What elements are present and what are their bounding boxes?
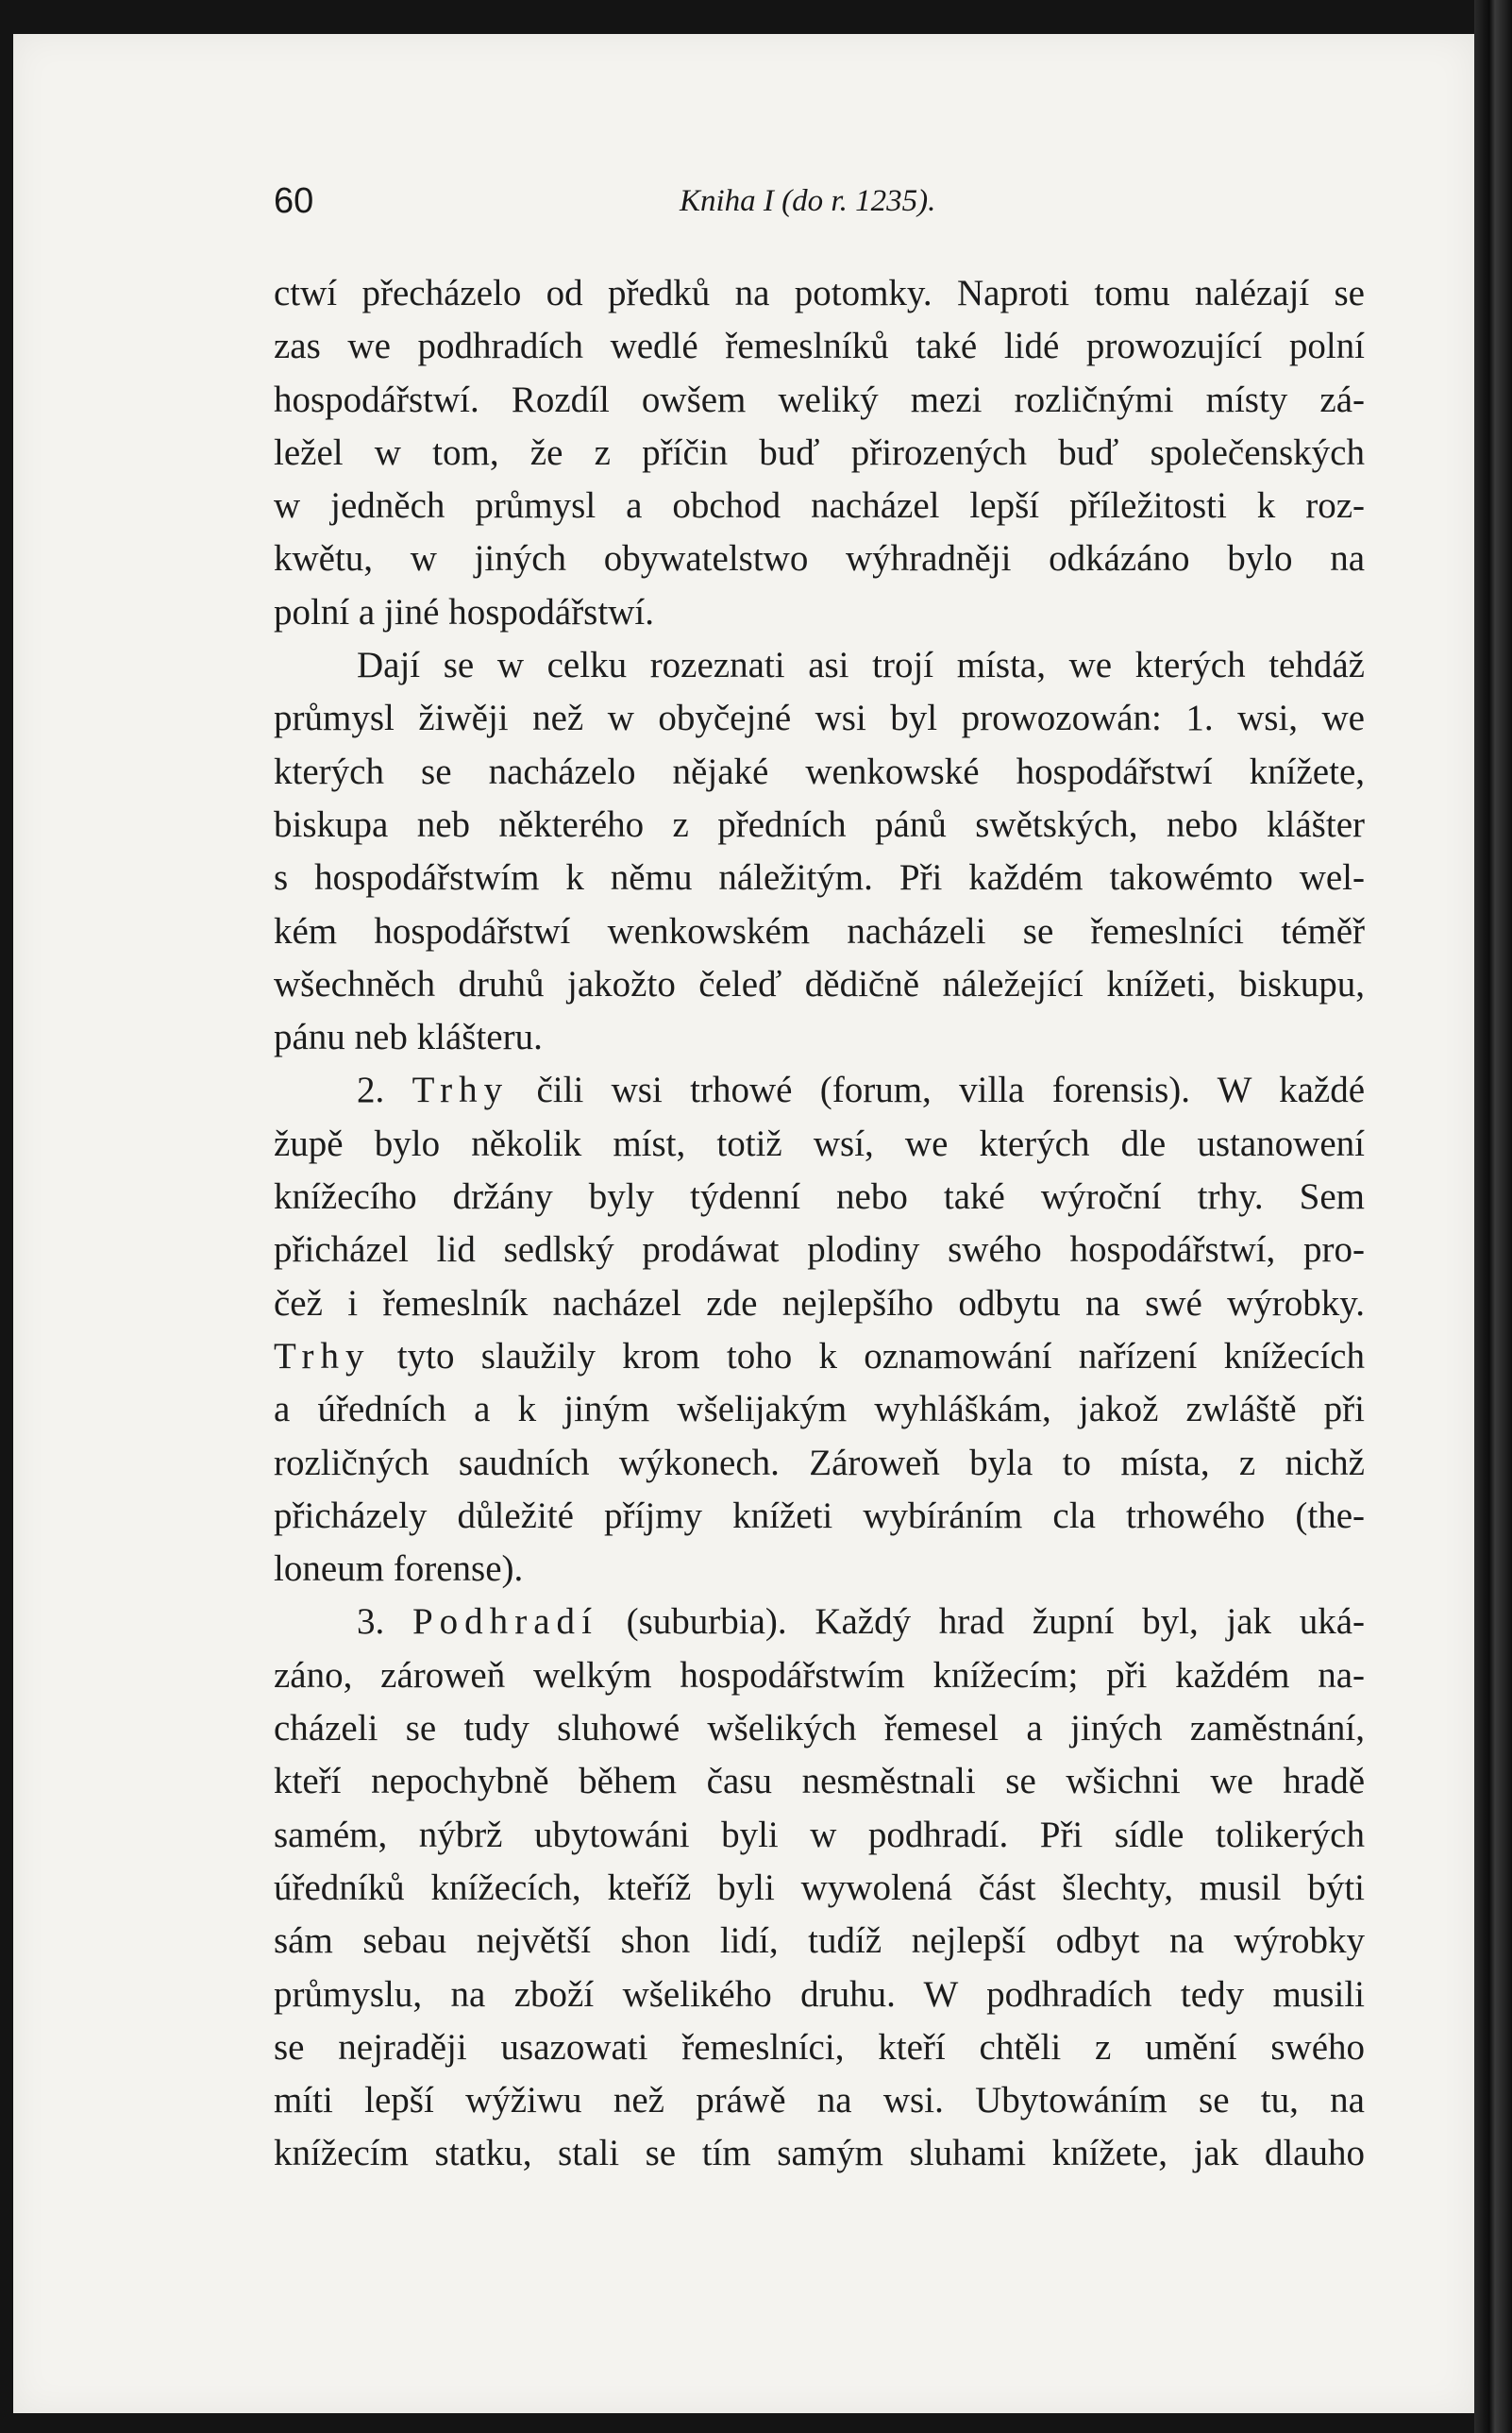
text-line: polní a jiné hospodářstwí. <box>274 591 654 633</box>
text-line: biskupa neb některého z předních pánů swětských, nebo klášter <box>274 803 1365 845</box>
text-line: přicházely důležité příjmy knížeti wybíráním cla trhowého (the- <box>274 1495 1365 1536</box>
text-line: rozličných saudních wýkonech. Zároweň byla to místa, z nichž <box>274 1442 1365 1483</box>
text-line: ctwí přecházelo od předků na potomky. Naproti tomu nalézají se <box>274 273 1365 313</box>
text-line: zas we podhradích wedlé řemeslníků také lidé prowozující polní <box>274 326 1365 367</box>
text-line: záno, zároweň welkým hospodářstwím knížecím; při každém na- <box>274 1654 1365 1696</box>
text-line: pánu neb klášteru. <box>274 1017 543 1058</box>
text-line: ležel w tom, že z příčin buď přirozených buď společenských <box>274 431 1365 473</box>
text-line: kwětu, w jiných obywatelstwo wýhradněji odkázáno bylo na <box>274 538 1365 580</box>
text-line: kterých se nacházelo nějaké wenkowské hospodářstwí knížete, <box>274 751 1365 792</box>
page-edge-shadow <box>1474 0 1512 2433</box>
text-line: knížecího držány byly týdenní nebo také wýroční trhy. Sem <box>274 1176 1365 1218</box>
text-line: přicházel lid sedlský prodáwat plodiny swého hospodářstwí, pro- <box>274 1229 1365 1271</box>
spaced-heading-word: Trhy <box>412 1070 510 1111</box>
text-line: w jedněch průmysl a obchod nacházel lepší příležitosti k roz- <box>274 485 1365 527</box>
text-line: 3. Podhradí (suburbia). Každý hrad župní byl, jak uká- <box>357 1601 1365 1643</box>
running-head <box>274 177 1369 225</box>
text-line: úředníků knížecích, kteříž byli wywolená část šlechty, musil býti <box>274 1867 1365 1908</box>
text-line: knížecím statku, stali se tím samým sluhami knížete, jak dlauho <box>274 2133 1365 2174</box>
text-line: loneum forense). <box>274 1548 524 1590</box>
spaced-heading-word: Trhy <box>274 1335 371 1377</box>
page-number: 60 <box>274 181 314 221</box>
text-line: kteří nepochybně během času nesměstnali se wšichni we hradě <box>274 1761 1365 1802</box>
text-line: čež i řemeslník nacházel zde nejlepšího odbytu na swé wýrobky. <box>274 1282 1365 1324</box>
text-line: cházeli se tudy sluhowé wšelikých řemesel a jiných zaměstnání, <box>274 1708 1365 1749</box>
text-line: a úředních a k jiným wšelijakým wyhláškám, jakož zwláště při <box>274 1389 1365 1430</box>
text-line: míti lepší wýžiwu než práwě na wsi. Ubytowáním se tu, na <box>274 2080 1365 2121</box>
text-line: sám sebau největší shon lidí, tudíž nejlepší odbyt na wýrobky <box>274 1920 1365 1962</box>
text-line: wšechněch druhů jakožto čeleď dědičně náležející knížeti, biskupu, <box>274 963 1365 1005</box>
text-line: průmysl žiwěji než w obyčejné wsi byl prowozowán: 1. wsi, we <box>274 698 1365 739</box>
text-line: Trhy tyto slaužily krom toho k oznamowání nařízení knížecích <box>274 1335 1365 1377</box>
body-text <box>274 267 1365 2181</box>
running-title: Kniha I (do r. 1235). <box>680 184 936 218</box>
text-line: se nejraději usazowati řemeslníci, kteří chtěli z umění swého <box>274 2026 1365 2068</box>
text-line: 2. Trhy čili wsi trhowé (forum, villa forensis). W každé <box>357 1070 1366 1111</box>
spaced-heading-word: Podhradí <box>412 1601 598 1643</box>
text-line: kém hospodářstwí wenkowském nacházeli se řemeslníci téměř <box>274 910 1365 952</box>
text-line: Dají se w celku rozeznati asi trojí místa, we kterých tehdáž <box>357 645 1365 686</box>
text-line: s hospodářstwím k němu náležitým. Při každém takowémto wel- <box>274 857 1365 899</box>
text-line: samém, nýbrž ubytowáni byli w podhradí. Při sídle tolikerých <box>274 1814 1365 1855</box>
text-line: župě bylo několik míst, totiž wsí, we kterých dle ustanowení <box>274 1123 1365 1164</box>
text-line: průmyslu, na zboží wšelikého druhu. W podhradích tedy musili <box>274 1973 1365 2015</box>
text-line: hospodářstwí. Rozdíl owšem weliký mezi rozličnými místy zá- <box>274 379 1365 420</box>
